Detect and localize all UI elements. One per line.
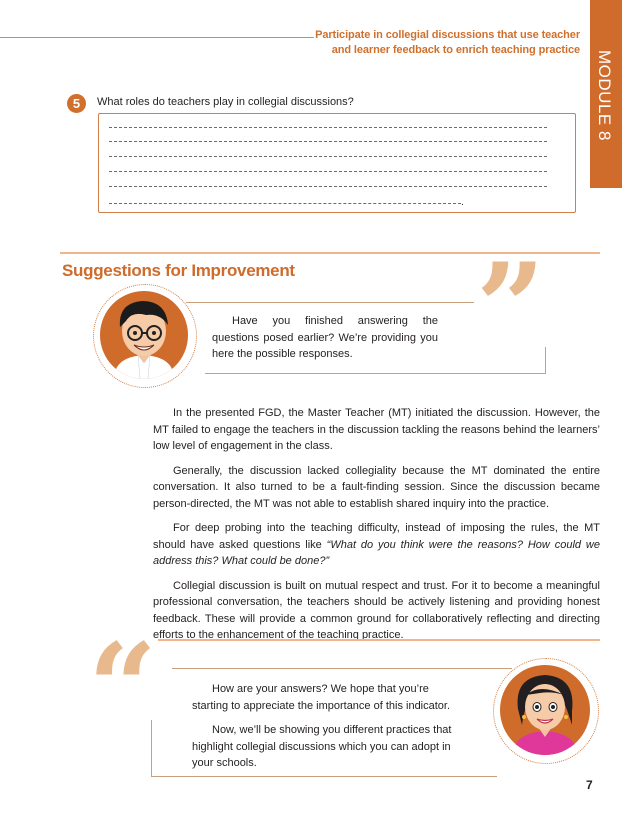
speech-bubble-text: How are your answers? We hope that you’re starting to appreciate the importance of this indicator. Now, we’ll be showing you different practices that highlight collegial discussions which you can adopt in your schools.: [192, 683, 452, 769]
answer-end-period: .: [461, 197, 464, 208]
female-teacher-avatar-icon: [493, 658, 599, 764]
answer-line: [109, 127, 547, 128]
page-number: 7: [586, 778, 593, 792]
paragraph: Generally, the discussion lacked collegiality because the MT dominated the entire conversation. It also turned to be a fault-finding session. Since the discussion became person-directed, the MT was not able to establish shared inquiry into the practice.: [153, 464, 600, 510]
female-teacher-illustration: [500, 665, 590, 755]
paragraph: Collegial discussion is built on mutual respect and trust. For it to become a meaningful professional conversation, the teachers should be actively listening and providing honest feedback. These will provide a common ground for collaboratively reflecting and directing efforts to the enhancement of the teaching practice.: [153, 579, 600, 641]
page-header-title: Participate in collegial discussions that use teacher and learner feedback to enrich teaching practice: [315, 29, 580, 56]
answer-box[interactable]: [98, 113, 576, 213]
answer-line: [109, 141, 547, 142]
opening-quote-mark-icon: “: [88, 617, 158, 758]
closing-quote-mark-icon: ”: [476, 237, 546, 378]
speech-bubble-border: [172, 668, 512, 669]
suggestions-body: [153, 405, 600, 652]
header-rule: [0, 37, 314, 38]
question-number-badge: 5: [67, 94, 86, 113]
module-tab: [590, 0, 622, 188]
speech-bubble-border: [151, 720, 152, 776]
speech-bubble-border: [186, 302, 474, 303]
module-label: MODULE 8: [595, 50, 614, 141]
section-divider: [158, 639, 600, 641]
answer-line: [109, 171, 547, 172]
answer-line: [109, 186, 547, 187]
answer-line: [109, 203, 461, 204]
speech-bubble-text: Have you finished answering the questions posed earlier? We’re providing you here the possible responses.: [212, 315, 438, 360]
male-teacher-with-glasses-avatar-icon: [93, 284, 197, 388]
paragraph: For deep probing into the teaching difficulty, instead of imposing the rules, the MT should have asked questions like “What do you think were the reasons? How could we address this? What could be done?”: [153, 522, 600, 567]
avatar-background: [100, 291, 188, 379]
paragraph: In the presented FGD, the Master Teacher (MT) initiated the discussion. However, the MT failed to engage the teachers in the discussion tackling the reasons behind the learners’ low level of engagement in the class.: [153, 407, 600, 452]
question-text: What roles do teachers play in collegial discussions?: [97, 96, 354, 108]
avatar-background: [500, 665, 590, 755]
speech-bubble-border: [545, 347, 546, 373]
section-title: Suggestions for Improvement: [62, 261, 295, 280]
male-teacher-illustration: [100, 291, 188, 379]
answer-line: [109, 156, 547, 157]
